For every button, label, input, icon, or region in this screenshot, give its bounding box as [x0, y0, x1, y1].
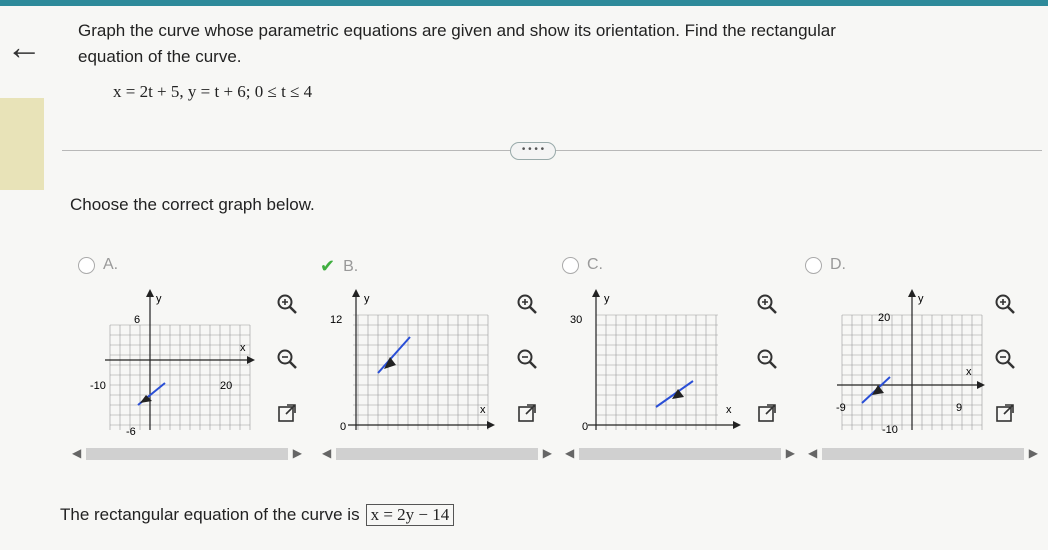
option-b-label: B. [343, 257, 359, 275]
graph-b [328, 285, 498, 440]
graph-c-ytop-tick: 30 [570, 314, 583, 326]
option-a[interactable] [78, 256, 118, 274]
graph-c-y-label: y [604, 293, 610, 305]
zoom-out-icon[interactable] [756, 348, 778, 370]
graph-b-ytop-tick: 12 [330, 314, 343, 326]
graph-a-y-label: y [156, 293, 162, 305]
zoom-out-icon[interactable] [516, 348, 538, 370]
scroll-left-icon[interactable]: ◀ [808, 446, 818, 460]
parametric-equation: x = 2t + 5, y = t + 6; 0 ≤ t ≤ 4 [113, 82, 313, 101]
scroll-track[interactable] [822, 448, 1024, 460]
option-a-label: A. [103, 256, 119, 273]
checkmark-icon: ✔ [320, 256, 336, 276]
zoom-in-icon[interactable] [756, 293, 778, 315]
popout-icon[interactable] [276, 402, 298, 424]
graph-a-x-label: x [240, 342, 246, 354]
graph-d [832, 285, 992, 440]
graph-c-x-label: x [726, 404, 732, 416]
option-c-label: C. [587, 256, 603, 273]
option-b[interactable] [322, 256, 358, 277]
option-d[interactable] [805, 256, 846, 274]
graph-a-ybottom-tick: -6 [126, 426, 136, 438]
scroll-track[interactable] [86, 448, 288, 460]
graph-a-xleft-tick: -10 [90, 380, 106, 392]
scroll-track[interactable] [336, 448, 538, 460]
scroll-track[interactable] [579, 448, 781, 460]
scroll-right-icon[interactable]: ▶ [292, 446, 302, 460]
scrollbar-d[interactable] [808, 446, 1038, 462]
answer-row [60, 504, 454, 526]
more-button[interactable]: • • • • [510, 142, 556, 160]
question-line-1: Graph the curve whose parametric equations are given and show its orientation. Find the rectangular [78, 21, 836, 40]
scrollbar-a[interactable] [72, 446, 302, 462]
graph-d-x-label: x [966, 366, 972, 378]
graph-d-y-label: y [918, 293, 924, 305]
zoom-out-icon[interactable] [276, 348, 298, 370]
graph-b-origin-tick: 0 [340, 421, 347, 433]
zoom-in-icon[interactable] [516, 293, 538, 315]
scroll-right-icon[interactable]: ▶ [542, 446, 552, 460]
popout-icon[interactable] [516, 402, 538, 424]
answer-label: The rectangular equation of the curve is [60, 505, 360, 524]
zoom-out-icon[interactable] [994, 348, 1016, 370]
graph-b-x-label: x [480, 404, 486, 416]
scroll-right-icon[interactable]: ▶ [785, 446, 795, 460]
graph-a-xright-tick: 20 [220, 380, 233, 392]
back-arrow-icon[interactable]: ← [6, 26, 42, 67]
scroll-right-icon[interactable]: ▶ [1028, 446, 1038, 460]
graph-d-ybottom-tick: -10 [882, 424, 898, 436]
graph-c-origin-tick: 0 [582, 421, 589, 433]
zoom-in-icon[interactable] [994, 293, 1016, 315]
radio-c[interactable] [562, 257, 579, 274]
graph-b-y-label: y [364, 293, 370, 305]
side-panel [0, 98, 44, 190]
radio-d[interactable] [805, 257, 822, 274]
graph-d-xleft-tick: -9 [836, 402, 846, 414]
answer-field[interactable]: x = 2y − 14 [366, 504, 455, 526]
graph-d-ytop-tick: 20 [878, 312, 891, 324]
scroll-left-icon[interactable]: ◀ [72, 446, 82, 460]
graph-a [90, 285, 260, 440]
top-accent-bar [0, 0, 1048, 6]
graph-d-xright-tick: 9 [956, 402, 963, 414]
question-text [78, 18, 998, 70]
radio-a[interactable] [78, 257, 95, 274]
question-line-2: equation of the curve. [78, 47, 242, 66]
graph-a-ytop-tick: 6 [134, 314, 141, 326]
graph-c [568, 285, 743, 440]
scroll-left-icon[interactable]: ◀ [565, 446, 575, 460]
scroll-left-icon[interactable]: ◀ [322, 446, 332, 460]
scrollbar-c[interactable] [565, 446, 795, 462]
choose-prompt: Choose the correct graph below. [70, 195, 315, 214]
popout-icon[interactable] [756, 402, 778, 424]
scrollbar-b[interactable] [322, 446, 552, 462]
option-d-label: D. [830, 256, 846, 273]
option-c[interactable] [562, 256, 603, 274]
popout-icon[interactable] [994, 402, 1016, 424]
zoom-in-icon[interactable] [276, 293, 298, 315]
